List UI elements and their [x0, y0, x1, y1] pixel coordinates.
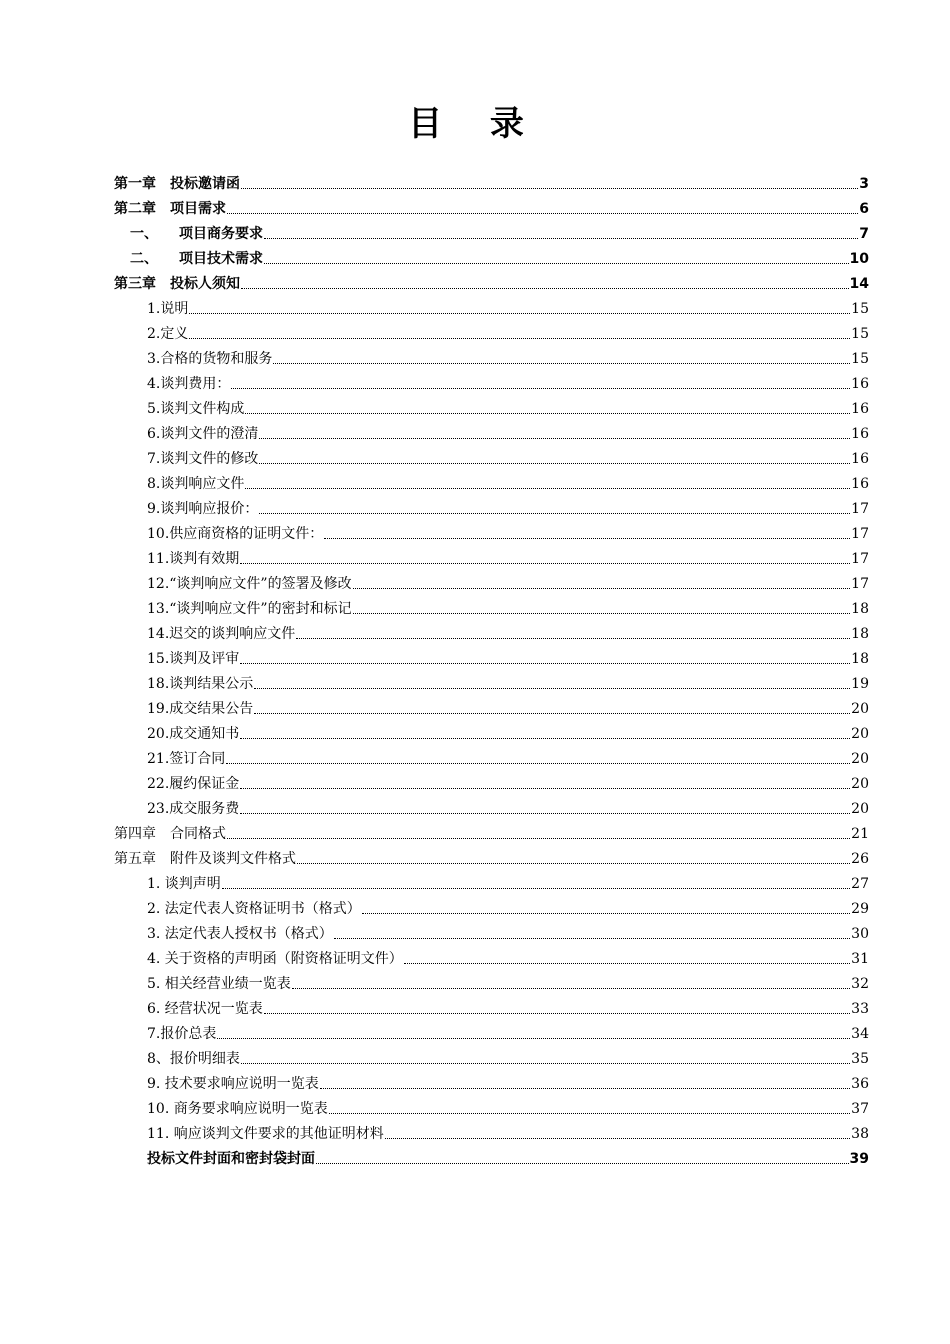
toc-page-number: 37 [851, 1101, 869, 1117]
dot-leader [320, 1088, 850, 1089]
dot-leader [353, 613, 851, 614]
dot-leader [316, 1163, 849, 1164]
toc-page-number: 7 [859, 226, 869, 242]
toc-page-number: 16 [851, 401, 869, 417]
toc-entry-chapter-1[interactable] [114, 168, 869, 193]
toc-entry[interactable] [147, 543, 869, 568]
dot-leader [296, 638, 850, 639]
toc-entry-label: 1. 谈判声明 [147, 876, 221, 892]
toc-entry-label: 14.迟交的谈判响应文件 [147, 626, 296, 642]
toc-page-number: 27 [851, 876, 869, 892]
toc-page-number: 26 [851, 851, 869, 867]
toc-entry-chapter-5[interactable] [114, 843, 869, 868]
dot-leader [241, 188, 858, 189]
page-title: 目 录 [408, 104, 542, 144]
toc-entry-label: 一、 项目商务要求 [130, 226, 263, 242]
toc-page-number: 33 [851, 1001, 869, 1017]
toc-entry-label: 19.成交结果公告 [147, 701, 254, 717]
toc-entry[interactable] [147, 968, 869, 993]
toc-entry-label: 10. 商务要求响应说明一览表 [147, 1101, 328, 1117]
toc-page-number: 34 [851, 1026, 869, 1042]
toc-entry[interactable] [147, 643, 869, 668]
toc-entry[interactable] [147, 868, 869, 893]
toc-page-number: 20 [851, 801, 869, 817]
dot-leader [241, 288, 849, 289]
toc-entry-label: 11.谈判有效期 [147, 551, 240, 567]
toc-page-number: 39 [849, 1151, 869, 1167]
toc-page-number: 18 [851, 651, 869, 667]
toc-entry-label: 22.履约保证金 [147, 776, 240, 792]
toc-entry[interactable] [147, 743, 869, 768]
toc-entry-section-technical[interactable] [130, 243, 869, 268]
toc-page-number: 20 [851, 751, 869, 767]
dot-leader [241, 1063, 850, 1064]
toc-entry[interactable] [147, 593, 869, 618]
toc-page-number: 16 [851, 376, 869, 392]
toc-page-number: 16 [851, 451, 869, 467]
toc-entry-label: 5.谈判文件构成 [147, 401, 245, 417]
toc-page-number: 3 [859, 176, 869, 192]
dot-leader [292, 988, 850, 989]
toc-entry[interactable] [147, 943, 869, 968]
dot-leader [385, 1138, 850, 1139]
toc-entry[interactable] [147, 318, 869, 343]
toc-page-number: 17 [851, 551, 869, 567]
toc-entry[interactable] [147, 793, 869, 818]
toc-page-number: 31 [851, 951, 869, 967]
toc-entry-label: 11. 响应谈判文件要求的其他证明材料 [147, 1126, 384, 1142]
toc-entry-label: 第二章 项目需求 [114, 201, 226, 217]
toc-page-number: 18 [851, 601, 869, 617]
toc-entry-label: 2.定义 [147, 326, 189, 342]
dot-leader [254, 713, 850, 714]
dot-leader [245, 413, 850, 414]
toc-entry[interactable] [147, 893, 869, 918]
toc-entry-label: 10.供应商资格的证明文件： [147, 526, 324, 542]
dot-leader [245, 488, 850, 489]
toc-page-number: 35 [851, 1051, 869, 1067]
toc-page-number: 29 [851, 901, 869, 917]
dot-leader [189, 313, 850, 314]
toc-entry-label: 6.谈判文件的澄清 [147, 426, 259, 442]
dot-leader [259, 463, 850, 464]
toc-entry[interactable] [147, 993, 869, 1018]
toc-entry-label: 5. 相关经营业绩一览表 [147, 976, 291, 992]
dot-leader [353, 588, 851, 589]
toc-entry[interactable] [147, 518, 869, 543]
toc-page-number: 6 [859, 201, 869, 217]
toc-page-number: 19 [851, 676, 869, 692]
toc-entry[interactable] [147, 1043, 869, 1068]
dot-leader [189, 338, 850, 339]
toc-entry-label: 第五章 附件及谈判文件格式 [114, 851, 296, 867]
toc-entry-label: 7.报价总表 [147, 1026, 217, 1042]
toc-page-number: 15 [851, 301, 869, 317]
toc-entry-label: 21.签订合同 [147, 751, 226, 767]
dot-leader [334, 938, 850, 939]
dot-leader [227, 213, 858, 214]
toc-entry[interactable] [147, 718, 869, 743]
toc-page-number: 32 [851, 976, 869, 992]
dot-leader [297, 863, 850, 864]
toc-entry[interactable] [147, 368, 869, 393]
toc-page-number: 21 [851, 826, 869, 842]
toc-entry-label: 4. 关于资格的声明函（附资格证明文件） [147, 951, 403, 967]
toc-entry[interactable] [147, 568, 869, 593]
toc-entry[interactable] [147, 468, 869, 493]
toc-page-number: 38 [851, 1126, 869, 1142]
dot-leader [240, 813, 850, 814]
dot-leader [226, 763, 850, 764]
toc-entry[interactable] [147, 1068, 869, 1093]
dot-leader [259, 513, 850, 514]
toc-page-number: 30 [851, 926, 869, 942]
toc-entry-label: 4.谈判费用： [147, 376, 231, 392]
toc-page-number: 17 [851, 576, 869, 592]
toc-page-number: 20 [851, 726, 869, 742]
toc-entry-label: 2. 法定代表人资格证明书（格式） [147, 901, 361, 917]
toc-entry[interactable] [147, 293, 869, 318]
toc-page-number: 20 [851, 701, 869, 717]
toc-entry-label: 第四章 合同格式 [114, 826, 226, 842]
toc-page-number: 15 [851, 326, 869, 342]
dot-leader [254, 688, 850, 689]
dot-leader [264, 263, 849, 264]
toc-page-number: 16 [851, 476, 869, 492]
toc-entry-label: 3.合格的货物和服务 [147, 351, 273, 367]
dot-leader [227, 838, 850, 839]
dot-leader [329, 1113, 850, 1114]
dot-leader [324, 538, 850, 539]
dot-leader [362, 913, 850, 914]
toc-entry-label: 20.成交通知书 [147, 726, 240, 742]
toc-entry[interactable] [147, 443, 869, 468]
toc-entry-chapter-4[interactable] [114, 818, 869, 843]
toc-entry-label: 18.谈判结果公示 [147, 676, 254, 692]
toc-entry[interactable] [147, 1018, 869, 1043]
dot-leader [222, 888, 850, 889]
toc-entry-label: 二、 项目技术需求 [130, 251, 263, 267]
toc-entry-label: 9. 技术要求响应说明一览表 [147, 1076, 319, 1092]
dot-leader [264, 238, 858, 239]
dot-leader [240, 738, 850, 739]
toc-entry[interactable] [147, 693, 869, 718]
toc-page-number: 17 [851, 526, 869, 542]
toc-page-number: 36 [851, 1076, 869, 1092]
toc-entry-chapter-2[interactable] [114, 193, 869, 218]
toc-entry[interactable] [147, 618, 869, 643]
dot-leader [231, 388, 850, 389]
toc-entry[interactable] [147, 1118, 869, 1143]
toc-entry[interactable] [147, 493, 869, 518]
dot-leader [404, 963, 850, 964]
dot-leader [217, 1038, 850, 1039]
toc-entry-chapter-3[interactable] [114, 268, 869, 293]
dot-leader [240, 663, 850, 664]
dot-leader [259, 438, 850, 439]
toc-page-number: 16 [851, 426, 869, 442]
toc-entry-label: 23.成交服务费 [147, 801, 240, 817]
toc-entry-cover[interactable] [147, 1143, 869, 1168]
toc-entry-label: 第一章 投标邀请函 [114, 176, 240, 192]
toc-entry-label: 12.“谈判响应文件”的签署及修改 [147, 576, 352, 592]
toc-entry-label: 1.说明 [147, 301, 189, 317]
toc-entry-label: 投标文件封面和密封袋封面 [147, 1151, 315, 1167]
toc-entry-label: 7.谈判文件的修改 [147, 451, 259, 467]
dot-leader [264, 1013, 850, 1014]
toc-entry[interactable] [147, 418, 869, 443]
toc-entry-label: 9.谈判响应报价： [147, 501, 259, 517]
toc-entry-label: 13.“谈判响应文件”的密封和标记 [147, 601, 352, 617]
dot-leader [273, 363, 850, 364]
toc-entry[interactable] [147, 393, 869, 418]
toc-page-number: 14 [849, 276, 869, 292]
toc-entry-label: 第三章 投标人须知 [114, 276, 240, 292]
toc-entry[interactable] [147, 343, 869, 368]
toc-entry[interactable] [147, 1093, 869, 1118]
toc-entry-label: 8.谈判响应文件 [147, 476, 245, 492]
toc-page-number: 20 [851, 776, 869, 792]
toc-entry-section-business[interactable] [130, 218, 869, 243]
dot-leader [240, 563, 850, 564]
toc-page-number: 18 [851, 626, 869, 642]
toc-entry[interactable] [147, 918, 869, 943]
toc-entry[interactable] [147, 668, 869, 693]
toc-page-number: 15 [851, 351, 869, 367]
toc-page-number: 17 [851, 501, 869, 517]
toc-entry[interactable] [147, 768, 869, 793]
dot-leader [240, 788, 850, 789]
toc-page-number: 10 [849, 251, 869, 267]
toc-entry-label: 8、报价明细表 [147, 1051, 240, 1067]
toc-entry-label: 15.谈判及评审 [147, 651, 240, 667]
toc-entry-label: 6. 经营状况一览表 [147, 1001, 263, 1017]
toc-entry-label: 3. 法定代表人授权书（格式） [147, 926, 333, 942]
